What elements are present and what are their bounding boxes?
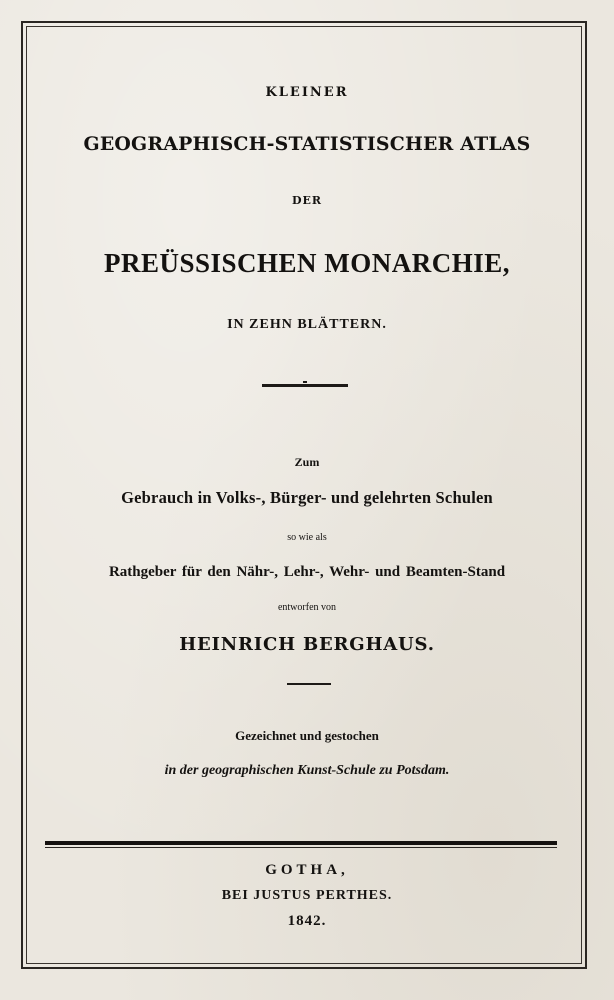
author-name: HEINRICH BERGHAUS.: [179, 634, 435, 655]
ornamental-rule-dot: [303, 381, 307, 383]
text-so-wie-als: so wie als: [287, 532, 327, 543]
title-monarchie: PREÜSSISCHEN MONARCHIE,: [103, 248, 511, 278]
title-atlas: GEOGRAPHISCH-STATISTISCHER ATLAS: [83, 134, 531, 155]
text-rathgeber: Rathgeber für den Nähr-, Lehr-, Wehr- und Beamten-Stand: [108, 564, 506, 580]
text-gezeichnet: Gezeichnet und gestochen: [235, 728, 379, 743]
text-entworfen-von: entworfen von: [277, 602, 337, 613]
title-der: DER: [291, 194, 323, 207]
imprint-place: GOTHA,: [265, 862, 349, 878]
subtitle-zehn-blaettern: IN ZEHN BLÄTTERN.: [227, 317, 387, 332]
text-kunst-schule: in der geographischen Kunst-Schule zu Potsdam.: [164, 763, 450, 778]
imprint-rule-thick: [45, 841, 557, 845]
short-rule: [287, 683, 331, 685]
text-zum: Zum: [294, 455, 320, 469]
imprint-publisher: BEI JUSTUS PERTHES.: [221, 888, 393, 903]
imprint-year: 1842.: [287, 913, 327, 929]
text-gebrauch: Gebrauch in Volks-, Bürger- und gelehrten Schulen: [121, 488, 493, 507]
title-kleiner: KLEINER: [265, 85, 349, 100]
imprint-rule-thin: [45, 847, 557, 848]
ornamental-rule-top: [262, 384, 348, 387]
